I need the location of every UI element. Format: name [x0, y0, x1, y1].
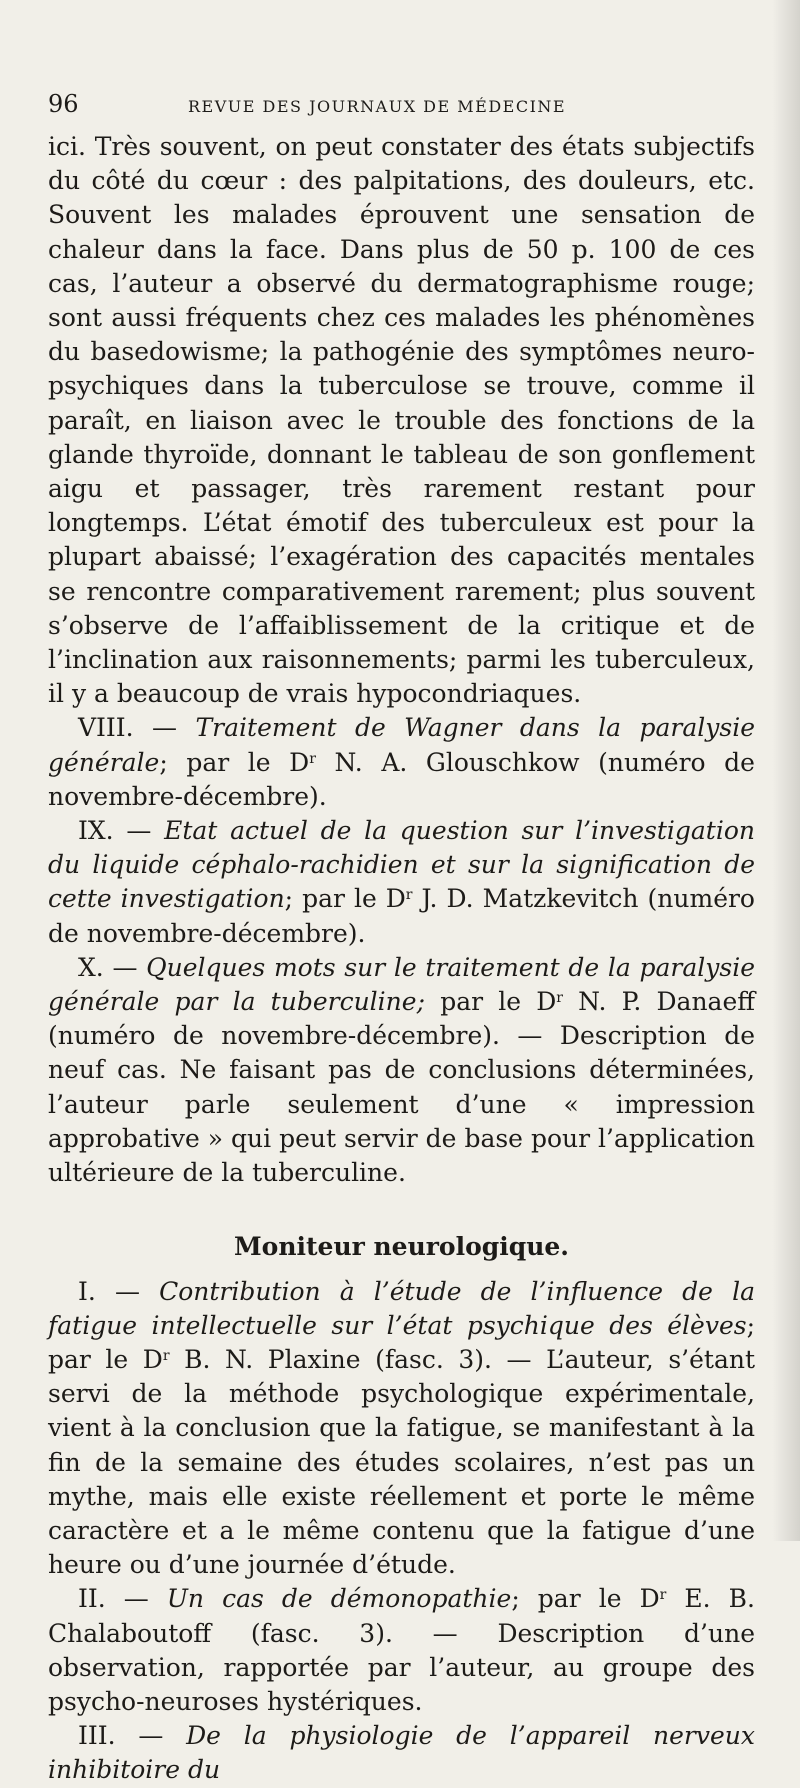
item-number: I. — [78, 1276, 160, 1306]
item-text: N. A. Glouschkow (numéro de novembre-décembre). [48, 747, 755, 811]
item-title: Contribution à l’étude de l’influence de la fatigue intellectuelle sur l’état psychique des élèves [48, 1276, 755, 1340]
review-item-x [48, 951, 755, 1190]
review-item-iii [48, 1719, 755, 1787]
item-author-prefix: ; par le D [159, 747, 310, 777]
item-title: Etat actuel de la question sur l’investigation du liquide céphalo-rachidien et sur la signification de cette investigation [48, 816, 755, 914]
item-text: N. P. Danaeff (numéro de novembre-décembre). — Description de neuf cas. Ne faisant pas de conclusions déterminées, l’auteur parle seulement d’une « impression approbative » qui peut servir de base pour l’application ultérieure de la tuberculine. [48, 987, 755, 1188]
review-item-ix [48, 814, 755, 951]
page-number: 96 [48, 90, 79, 118]
item-sup: r [659, 1587, 667, 1604]
item-sup: r [405, 887, 413, 904]
item-author-prefix: ; par le D [511, 1584, 660, 1614]
item-author-prefix: ; par le D [48, 1310, 755, 1374]
section-heading: Moniteur neurologique. [233, 1232, 570, 1262]
item-sup: r [162, 1347, 170, 1364]
item-text: J. D. Matzkevitch (numéro de novembre-décembre). [48, 884, 755, 948]
page-edge-shadow [772, 0, 800, 1541]
review-item-viii [48, 711, 755, 814]
item-number: IX. — [78, 816, 165, 846]
item-number: VIII. — [78, 713, 196, 743]
item-text: B. N. Plaxine (fasc. 3). — L’auteur, s’étant servi de la méthode psychologique expérimentale, vient à la conclusion que la fatigue, se manifestant à la fin de la semaine des études scolaires, n’est pas un mythe, mais elle existe réellement et porte le même caractère et a le même contenu que la fatigue d’une heure ou d’une journée d’étude. [48, 1344, 755, 1580]
item-number: II. — [78, 1584, 167, 1614]
item-title: De la physiologie de l’appareil nerveux inhibitoire du [48, 1721, 755, 1785]
continuation-paragraph: ici. Très souvent, on peut constater des états subjectifs du côté du cœur : des palpitations, des douleurs, etc. Souvent les malades éprouvent une sensation de chaleur dans la face. Dans plus de 50 p. 100 de ces cas, l’auteur a observé du dermatographisme rouge; sont aussi fréquents chez ces malades les phénomènes du basedowisme; la pathogénie des symptômes neuro-psychiques dans la tuberculose se trouve, comme il paraît, en liaison avec le trouble des fonctions de la glande thyroïde, donnant le tableau de son gonflement aigu et passager, très rarement restant pour longtemps. L’état émotif des tuberculeux est pour la plupart abaissé; l’exagération des capacités mentales se rencontre comparativement rarement; plus souvent s’observe de l’affaiblissement de la critique et de l’inclination aux raisonnements; parmi les tuberculeux, il y a beaucoup de vrais hypocondriaques. [48, 132, 755, 709]
item-sup: r [309, 750, 316, 767]
page-header [48, 90, 755, 130]
item-sup: r [556, 990, 563, 1007]
running-head: REVUE DES JOURNAUX DE MÉDECINE [188, 97, 567, 116]
item-author-prefix: ; par le D [284, 884, 406, 914]
item-text: E. B. Chalaboutoff (fasc. 3). — Description d’une observation, rapportée par l’auteur, au groupe des psycho-neuroses hystériques. [48, 1584, 755, 1716]
item-number: X. — [78, 952, 147, 982]
item-title: Traitement de Wagner dans la paralysie générale [48, 713, 755, 777]
item-author-prefix: par le D [425, 987, 557, 1017]
item-number: III. — [78, 1721, 187, 1751]
article-text [48, 130, 755, 1788]
item-title: Quelques mots sur le traitement de la paralysie générale par la tuberculine; [48, 952, 756, 1017]
item-title: Un cas de démonopathie [166, 1584, 512, 1614]
review-item-ii [48, 1582, 755, 1719]
review-item-i [48, 1275, 755, 1583]
